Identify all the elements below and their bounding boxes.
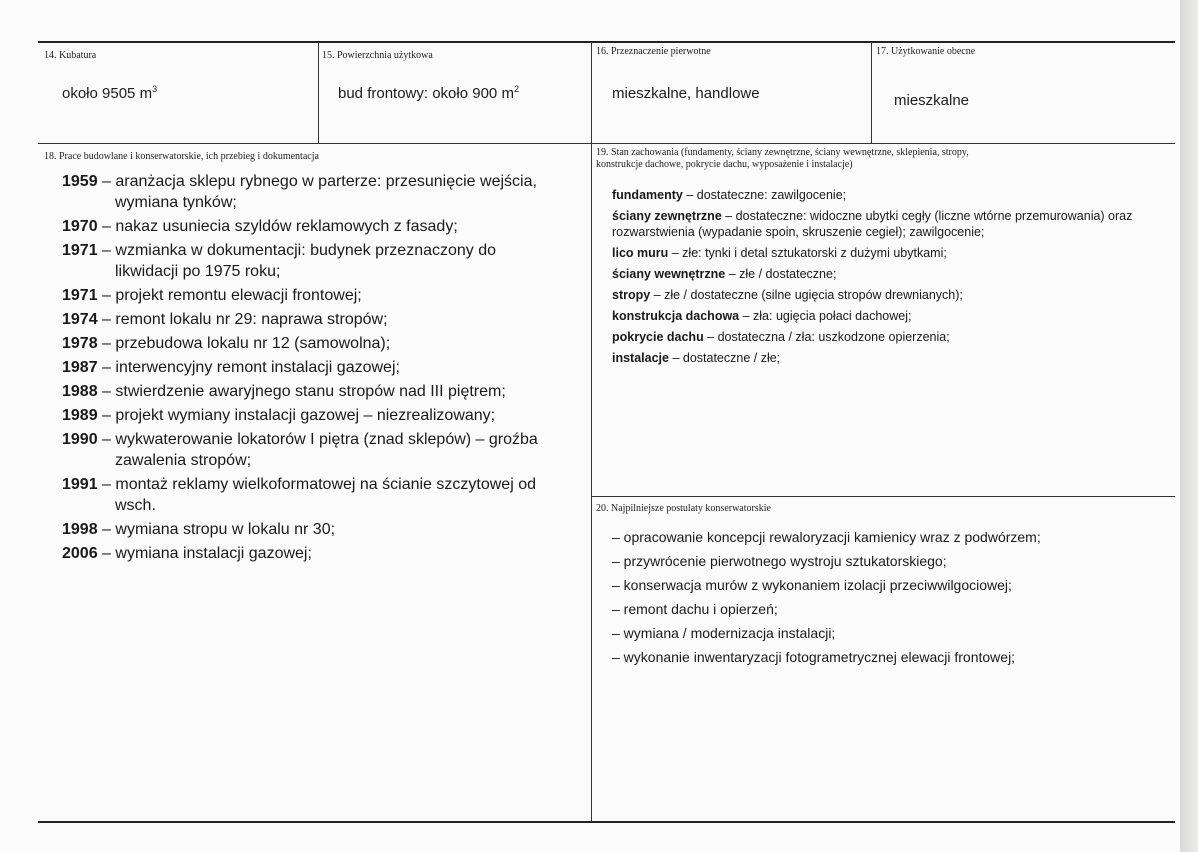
list-item: 1989 – projekt wymiany instalacji gazowej – niezrealizowany; — [62, 407, 496, 424]
uzytkowanie-header: 17. Użytkowanie obecne — [876, 46, 976, 57]
list-item: 1998 – wymiana stropu w lokalu nr 30; — [62, 521, 336, 538]
list-item: pokrycie dachu – dostateczna / zła: uszkodzone opierzenia; — [612, 330, 950, 344]
prace-header: 18. Prace budowlane i konserwatorskie, ich przebieg i dokumentacja — [44, 151, 319, 162]
list-item: – konserwacja murów z wykonaniem izolacji przeciwwilgociowej; — [612, 577, 1012, 593]
uzytkowanie-value: mieszkalne — [894, 92, 970, 109]
kubatura-header: 14. Kubatura — [44, 50, 97, 61]
powierzchnia-value: bud frontowy: około 900 $m^2$ — [338, 84, 519, 102]
list-item: lico muru – złe: tynki i detal sztukatorski z dużymi ubytkami; — [612, 246, 947, 260]
list-item: – przywrócenie pierwotnego wystroju sztukatorskiego; — [612, 553, 947, 569]
list-item: konstrukcja dachowa – zła: ugięcia połaci dachowej; — [612, 309, 912, 323]
list-item: 1971 – wzmianka w dokumentacji: budynek przeznaczony do likwidacji po 1975 roku; — [62, 242, 497, 280]
list-item: instalacje – dostateczne / złe; — [612, 351, 781, 365]
divider-15-16 — [591, 42, 592, 822]
page-edge — [1180, 0, 1198, 852]
list-item: 1970 – nakaz usuniecia szyldów reklamowych z fasady; — [62, 218, 458, 235]
list-item: – remont dachu i opierzeń; — [612, 601, 778, 617]
list-item: 1988 – stwierdzenie awaryjnego stanu stropów nad III piętrem; — [62, 383, 506, 400]
list-item: stropy – złe / dostateczne (silne ugięcia stropów drewnianych); — [612, 288, 963, 302]
list-item: – wykonanie inwentaryzacji fotogrametrycznej elewacji frontowej; — [612, 649, 1016, 665]
stan-header-line-1: 19. Stan zachowania (fundamenty, ściany zewnętrzne, ściany wewnętrzne, sklepienia, stropy, — [596, 147, 969, 158]
list-item: – opracowanie koncepcji rewaloryzacji kamienicy wraz z podwórzem; — [612, 529, 1041, 545]
przeznaczenie-value: mieszkalne, handlowe — [612, 85, 760, 102]
powierzchnia-header: 15. Powierzchnia użytkowa — [322, 50, 433, 61]
list-item: ściany wewnętrzne – złe / dostateczne; — [612, 267, 837, 281]
powierzchnia-unit-exponent: 2 — [513, 84, 519, 94]
list-item: 1991 – montaż reklamy wielkoformatowej na ścianie szczytowej od wsch. — [62, 476, 536, 514]
stan-header-line-2: konstrukcje dachowe, pokrycie dachu, wyposażenie i instalacje) — [596, 159, 853, 170]
stan-list — [612, 187, 1172, 371]
list-item: – wymiana / modernizacja instalacji; — [612, 625, 836, 641]
list-item: 1971 – projekt remontu elewacji frontowej; — [62, 287, 362, 304]
postulaty-header: 20. Najpilniejsze postulaty konserwatorskie — [596, 503, 771, 514]
divider-16-17 — [871, 42, 872, 143]
list-item: ściany zewnętrzne – dostateczne: widoczne ubytki cegły (liczne wtórne przemurowania) oraz rozwarstwienia (wypadanie spoin, skruszenie cegieł); zawilgocenie; — [612, 209, 1133, 239]
prace-list — [62, 171, 562, 567]
top-rule — [38, 41, 1175, 43]
list-item: 1987 – interwencyjny remont instalacji gazowej; — [62, 359, 400, 376]
list-item: fundamenty – dostateczne: zawilgocenie; — [612, 188, 847, 202]
rule-19-20 — [591, 496, 1175, 497]
list-item: 1978 – przebudowa lokalu nr 12 (samowolna); — [62, 335, 391, 352]
stan-header — [596, 147, 969, 171]
przeznaczenie-header: 16. Przeznaczenie pierwotne — [596, 46, 711, 57]
bottom-rule — [38, 821, 1175, 823]
row-rule-1 — [38, 143, 1175, 144]
divider-14-15 — [318, 42, 319, 143]
list-item: 2006 – wymiana instalacji gazowej; — [62, 545, 312, 562]
postulaty-list — [612, 528, 1172, 672]
list-item: 1974 – remont lokalu nr 29: naprawa stropów; — [62, 311, 388, 328]
list-item: 1959 – aranżacja sklepu rybnego w parterze: przesunięcie wejścia, wymiana tynków; — [62, 173, 537, 211]
kubatura-value: około 9505 $m^3$ — [62, 84, 158, 102]
kubatura-unit-exponent: 3 — [152, 84, 158, 94]
list-item: 1990 – wykwaterowanie lokatorów I piętra (znad sklepów) – groźba zawalenia stropów; — [62, 431, 538, 469]
